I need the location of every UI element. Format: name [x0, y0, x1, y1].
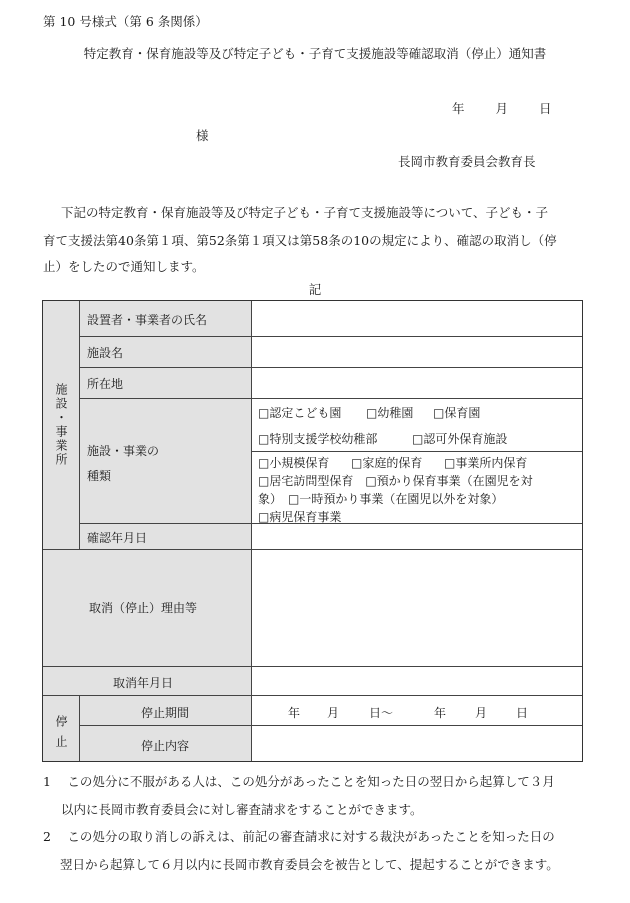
note-1-line-1: 1 この処分に不服がある人は、この処分があったことを知った日の翌日から起算して３月: [43, 774, 555, 789]
type-checkbox-certified-kodomoen[interactable]: □認定こども園: [258, 406, 342, 420]
period-start-day: 日～: [369, 706, 394, 720]
period-end-year: 年: [434, 706, 447, 720]
date-month: 月: [495, 101, 510, 116]
cancel-date-label: 取消年月日: [113, 676, 174, 690]
note-2-line-1: 2 この処分の取り消しの訴えは、前記の審査請求に対する裁決があったことを知った日の: [43, 829, 555, 844]
owner-name-label: 設置者・事業者の氏名: [87, 313, 208, 327]
period-start-year: 年: [288, 706, 301, 720]
period-start-month: 月: [327, 706, 340, 720]
facility-name-label: 施設名: [87, 346, 124, 360]
type-checkbox-small-scale[interactable]: □小規模保育: [258, 456, 330, 470]
type-checkbox-row-temporary-care[interactable]: 象） □一時預かり事業（在園児以外を対象）: [258, 492, 504, 506]
issuer-name: 長岡市教育委員会教育長: [398, 154, 536, 169]
body-text-line-3: 止）をしたので通知します。: [43, 259, 205, 274]
address-field[interactable]: [252, 368, 582, 398]
period-end-day: 日: [516, 706, 529, 720]
body-text-line-1: 下記の特定教育・保育施設等及び特定子ども・子育て支援施設等について、子ども・子: [61, 205, 549, 220]
facility-group-label: 施設・事業所: [54, 383, 68, 467]
suspend-period-label: 停止期間: [141, 706, 190, 720]
note-2-line-2: 翌日から起算して６月以内に長岡市教育委員会を被告として、提起することができます。: [60, 857, 559, 872]
type-checkbox-special-support-kindergarten[interactable]: □特別支援学校幼稚部: [258, 432, 378, 446]
facility-name-field[interactable]: [252, 337, 582, 367]
confirm-date-field[interactable]: [252, 524, 582, 549]
type-checkbox-row-home-visit-temporary[interactable]: □居宅訪問型保育 □預かり保育事業（在園児を対: [258, 474, 533, 488]
suspend-group-label: 停止: [54, 715, 68, 755]
document-title: 特定教育・保育施設等及び特定子ども・子育て支援施設等確認取消（停止）通知書: [83, 46, 547, 61]
confirm-date-label: 確認年月日: [87, 531, 148, 545]
form-number: 第 10 号様式（第 6 条関係）: [43, 14, 208, 29]
type-checkbox-kindergarten[interactable]: □幼稚園: [366, 406, 414, 420]
cancel-reason-label: 取消（停止）理由等: [89, 601, 198, 615]
type-checkbox-unlicensed-nursery[interactable]: □認可外保育施設: [412, 432, 508, 446]
type-checkbox-nursery[interactable]: □保育園: [433, 406, 481, 420]
suspend-content-field[interactable]: [252, 726, 582, 761]
type-label-line-1: 施設・事業の: [87, 444, 160, 458]
type-checkbox-workplace[interactable]: □事業所内保育: [444, 456, 528, 470]
facility-labels-column: [80, 301, 252, 549]
recipient-suffix: 様: [196, 128, 209, 143]
issue-date: [452, 99, 553, 117]
type-checkbox-home-based[interactable]: □家庭的保育: [351, 456, 423, 470]
suspend-content-label: 停止内容: [141, 739, 190, 753]
notification-table: [42, 300, 583, 762]
period-end-month: 月: [475, 706, 488, 720]
ki-heading: 記: [308, 282, 322, 297]
note-1-line-2: 以内に長岡市教育委員会に対し審査請求をすることができます。: [61, 802, 423, 817]
owner-name-field[interactable]: [252, 301, 582, 336]
cancel-date-field[interactable]: [252, 667, 582, 695]
address-label: 所在地: [87, 377, 124, 391]
cancel-reason-field[interactable]: [252, 550, 582, 666]
type-label-line-2: 種類: [87, 469, 112, 483]
date-day: 日: [539, 101, 553, 116]
body-text-line-2: 育て支援法第40条第１項、第52条第１項又は第58条の10の規定により、確認の取消し（停: [43, 233, 557, 248]
date-year: 年: [452, 101, 466, 116]
type-checkbox-sick-child-care[interactable]: □病児保育事業: [258, 510, 342, 524]
